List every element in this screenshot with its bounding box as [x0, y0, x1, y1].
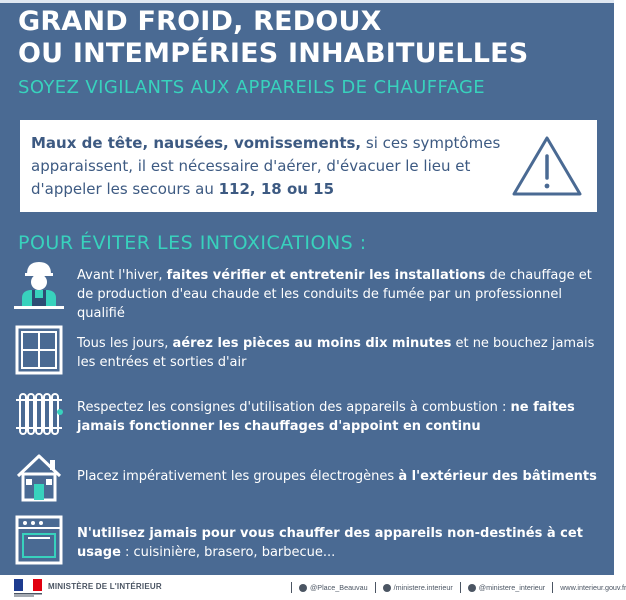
warning-triangle-icon: [510, 134, 584, 198]
alert-symptoms: Maux de tête, nausées, vomissements,: [31, 134, 362, 152]
alert-box: [20, 120, 597, 212]
divider: [460, 582, 461, 593]
facebook-handle[interactable]: /ministere.interieur: [393, 583, 453, 592]
divider: [552, 582, 553, 593]
instagram-icon: [468, 584, 476, 592]
house-icon: [14, 452, 64, 504]
radiator-icon: [14, 388, 64, 440]
alert-text: [31, 132, 511, 201]
social-links: [286, 582, 626, 593]
stove-icon: [14, 514, 64, 566]
marianne-logo: [14, 579, 42, 597]
item-text: Tous les jours, aérez les pièces au moins dix minutes et ne bouchez jamais les entrées et sorties d'air: [77, 336, 595, 370]
title-line-1: GRAND FROID, REDOUX: [18, 6, 382, 37]
alert-instructions: si ces symptômes apparaissent, il est nécessaire d'aérer, d'évacuer le lieu et d'appeler les secours au: [31, 134, 501, 198]
subtitle: SOYEZ VIGILANTS AUX APPAREILS DE CHAUFFAGE: [18, 77, 486, 98]
section-title: POUR ÉVITER LES INTOXICATIONS :: [18, 232, 367, 254]
facebook-icon: [383, 584, 391, 592]
alert-emergency-numbers: 112, 18 ou 15: [218, 180, 335, 198]
website-link[interactable]: www.interieur.gouv.fr: [560, 583, 626, 592]
item-text: Placez impérativement les groupes électrogènes à l'extérieur des bâtiments: [77, 469, 597, 484]
item-text: Avant l'hiver, faites vérifier et entretenir les installations de chauffage et de production d'eau chaude et les conduits de fumée par un professionnel qualifié: [77, 268, 592, 321]
twitter-handle[interactable]: @Place_Beauvau: [310, 583, 368, 592]
window-icon: [14, 324, 64, 376]
item-text: Respectez les consignes d'utilisation des appareils à combustion : ne faites jamais fonctionner les chauffages d'appoint en continu: [77, 400, 575, 434]
divider: [291, 582, 292, 593]
instagram-handle[interactable]: @ministere_interieur: [478, 583, 546, 592]
title-line-2: OU INTEMPÉRIES INHABITUELLES: [18, 38, 529, 69]
ministry-name: MINISTÈRE DE L'INTÉRIEUR: [48, 582, 162, 591]
divider: [375, 582, 376, 593]
technician-icon: [14, 258, 64, 310]
top-border: [0, 0, 614, 3]
item-text: N'utilisez jamais pour vous chauffer des appareils non-destinés à cet usage : cuisinière, brasero, barbecue...: [77, 526, 583, 560]
twitter-icon: [299, 584, 307, 592]
footer: [0, 575, 626, 600]
